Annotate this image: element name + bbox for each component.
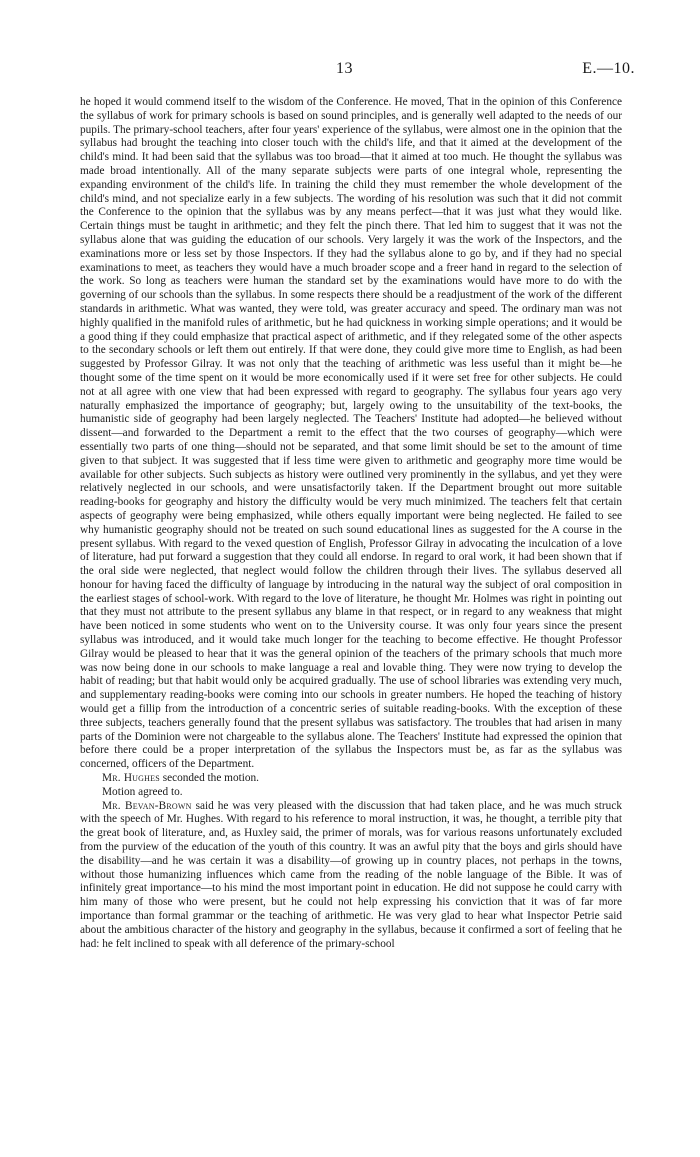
paragraph-text: seconded the motion. [162, 772, 260, 785]
series-reference: E.—10. [582, 60, 635, 77]
paragraph-continuation: he hoped it would commend itself to the wisdom of the Conference. He moved, That in the opinion of this Conference the syllabus of work for primary schools is based on sound principles, and is generally well adapted to the needs of our pupils. The primary-school teachers, after four years' experience of the syllabus, were almost one in the opinion that the syllabus had brought the teaching into closer touch with the child's life, and that it aimed at the development of the child's mind. It had been said that the syllabus was too broad—that it aimed at too much. He thought the syllabus was made broad intentionally. All of the many separate subjects were parts of one integral whole, representing the expanding environment of the child's life. In training the child they must remember the whole development of the child's mind, and not specialize early in a few subjects. The wording of his resolution was such that it did not commit the Conference to the opinion that the syllabus was by any means perfect—that it was just what they would like. Certain things must be taught in arithmetic; and they felt the pinch there. That led him to suggest that it was not the syllabus alone that was guiding the education of our schools. Very largely it was the work of the Inspectors, and the examinations more or less set by those Inspectors. If they had the syllabus alone to go by, and if they had no special examinations to meet, as teachers they would have a much broader scope and a freer hand in regard to the selection of the work. So long as teachers were human the standard set by the examinations would have more to do with the governing of our schools than the syllabus. In some respects there should be a readjustment of the work of the different standards in arithmetic. What was wanted, they were told, was greater accuracy and speed. The ordinary man was not highly qualified in the manifold rules of arithmetic, but he had quickness in working simple operations; and it would be a good thing if they could emphasize that practical aspect of arithmetic, and if they relegated some of the other aspects to the secondary schools or left them out entirely. If that were done, they could give more time to English, as had been suggested by Professor Gilray. It was not only that the teaching of arithmetic was less useful than it might be—he thought some of the time spent on it would be more economically used if it were set free for other subjects. He could not at all agree with one view that had been expressed with regard to geography. The syllabus four years ago very naturally emphasized the importance of geography; but, largely owing to the unsuitability of the text-books, the humanistic side of geography had been largely neglected. The Teachers' Institute had adopted—he believed without dissent—and forwarded to the Department a remit to the effect that the two courses of geography—which were essentially two parts of one thing—should not be separated, and that some limit should be set to the amount of time given to that subject. It was suggested that if less time were given to arithmetic and geography more time would be available for other subjects. Such subjects as history were outlined very prominently in the syllabus, and yet they were relatively neglected in our schools, and were unsatisfactorily taken. If the Department brought out more suitable reading-books for geography and history the difficulty would be very much minimized. The teachers felt that certain aspects of geography were being emphasized, while others equally important were being neglected. He failed to see why humanistic geography should not be treated on such sound educational lines as suggested for the A course in the present syllabus. With regard to the vexed question of English, Professor Gilray in advocating the inculcation of a love of literature, had put forward a suggestion that they could all endorse. In regard to oral work, it had been shown that if the oral side were neglected, that neglect would follow the children through their lives. The syllabus deserved all honour for having faced the difficulty of language by introducing in the natural way the subject of oral composition in the earliest stages of school-work. With regard to the love of literature, he thought Mr. Holmes was right in pointing out that they must not attribute to the present syllabus any blame in that respect, or in regard to any weakness that might have been noticed in some students who went on to the University course. It was only four years since the present syllabus was introduced, and it would take much longer for the teaching to become effective. He thought Professor Gilray would be pleased to hear that it was the general opinion of the teachers of the primary schools that much more was now being done in our schools to make language a real and lovable thing. They were now trying to develop the habit of reading; but that habit would only be acquired gradually. The use of school libraries was extending very much, and supplementary reading-books were coming into our schools in greater numbers. He hoped the teaching of history would get a fillip from the introduction of a concentric series of suitable reading-books. With the exception of these three subjects, teachers generally found that the present syllabus was satisfactory. The troubles that had arisen in many parts of the Dominion were not chargeable to the syllabus alone. The Teachers' Institute had expressed the opinion that before there could be a proper interpretation of the syllabus the Inspectors must be, as far as the syllabus was concerned, officers of the Department. [80, 96, 622, 771]
speaker-name: Mr. Hughes [102, 772, 160, 785]
speaker-name: Mr. Bevan-Brown [102, 799, 192, 812]
page-number: 13 [336, 60, 353, 77]
paragraph-bevan-brown [80, 800, 622, 952]
page-header [0, 60, 700, 82]
paragraph-motion-agreed: Motion agreed to. [102, 785, 183, 798]
paragraph-text: said he was very pleased with the discussion that had taken place, and he was much struck with the speech of Mr. Hughes. With regard to his reference to moral instruction, it was, he thought, a terrible pity that the great book of literature, and, as Huxley said, the primer of morals, was for various reasons unfortunately excluded from the purview of the education of the youth of this country. It was an awful pity that the boys and girls should have the disability—and he was certain it was a disability—of growing up in country places, not perhaps in the towns, without those humanizing influences which came from the reading of the noble language of the Bible. It was of infinitely great importance—to his mind the most important point in education. He did not suppose he could carry with him many of those who were present, but he could not help expressing his conviction that it was of far more importance than formal grammar or the teaching of arithmetic. He was very glad to hear what Inspector Petrie said about the ambitious character of the history and geography in the syllabus, because it confirmed a sort of feeling that he had: he felt inclined to speak with all deference of the primary-school [80, 799, 622, 950]
body-text [80, 96, 622, 951]
paragraph-seconded [80, 772, 622, 786]
